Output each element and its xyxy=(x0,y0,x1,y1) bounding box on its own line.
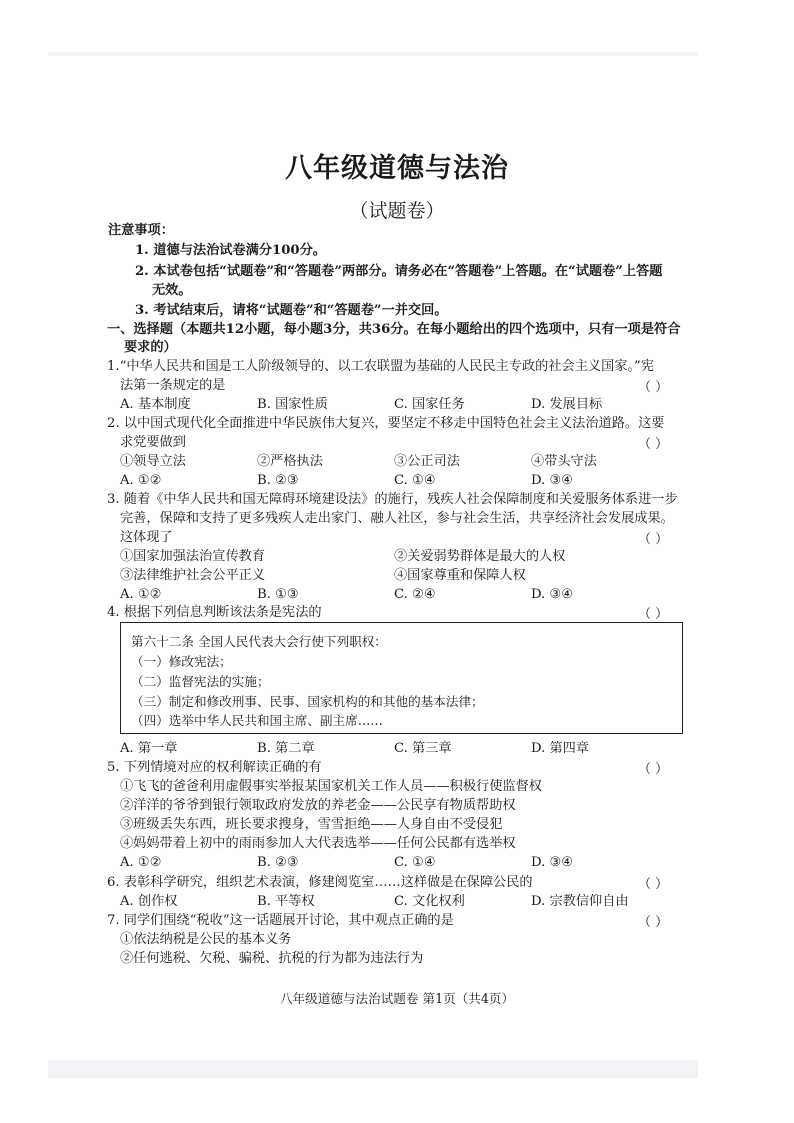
q2-item-3: ③公正司法 xyxy=(394,454,460,469)
notice-item-2: 2. 本试卷包括“试题卷”和“答题卷”两部分。请务必在“答题卷”上答题。在“试题卷”上答题 xyxy=(135,264,663,279)
q5-stem: 5. 下列情境对应的权利解读正确的有 xyxy=(107,760,322,775)
q3-item-2: ②关爱弱势群体是最大的人权 xyxy=(394,549,566,564)
q7-answer-paren: （ ） xyxy=(638,915,669,930)
q1-option-d: D. 发展目标 xyxy=(531,397,603,412)
q3-option-b: B. ①③ xyxy=(257,587,299,602)
q1-option-c: C. 国家任务 xyxy=(394,397,465,412)
q6-option-a: A. 创作权 xyxy=(120,894,178,909)
q5-option-b: B. ②③ xyxy=(257,855,299,870)
q6-stem: 6. 表彰科学研究，组织艺术表演，修建阅览室……这样做是在保障公民的 xyxy=(107,875,533,890)
q1-stem: 1.“中华人民共和国是工人阶级领导的、以工农联盟为基础的人民民主专政的社会主义国家。”宪 xyxy=(107,359,654,374)
q3-item-1: ①国家加强法治宣传教育 xyxy=(120,549,266,564)
q5-item-1: ①飞飞的爸爸利用虚假事实举报某国家机关工作人员——积极行使监督权 xyxy=(120,779,542,794)
q6-option-b: B. 平等权 xyxy=(257,894,315,909)
section-1-heading: 一、选择题（本题共12小题，每小题3分，共36分。在每小题给出的四个选项中，只有一项是符合 xyxy=(107,322,681,337)
q6-option-d: D. 宗教信仰自由 xyxy=(531,894,629,909)
q3-option-a: A. ①② xyxy=(120,587,162,602)
q5-option-a: A. ①② xyxy=(120,855,162,870)
q6-answer-paren: （ ） xyxy=(638,877,669,892)
q2-item-2: ②严格执法 xyxy=(257,454,323,469)
q1-stem-cont: 法第一条规定的是 xyxy=(120,378,226,393)
q4-excerpt-line-1: 第六十二条 全国人民代表大会行使下列职权： xyxy=(131,634,387,649)
q4-option-d: D. 第四章 xyxy=(531,741,590,756)
q2-option-a: A. ①② xyxy=(120,473,162,488)
q4-option-b: B. 第二章 xyxy=(257,741,315,756)
q2-option-c: C. ①④ xyxy=(394,473,436,488)
q5-option-d: D. ③④ xyxy=(531,855,574,870)
q4-excerpt-line-5: （四）选举中华人民共和国主席、副主席…… xyxy=(131,713,383,728)
page-subtitle: （试题卷） xyxy=(349,200,445,222)
notice-item-3: 3. 考试结束后，请将“试题卷”和“答题卷”一并交回。 xyxy=(135,303,448,318)
q5-item-3: ③班级丢失东西，班长要求搜身，雪雪拒绝——人身自由不受侵犯 xyxy=(120,817,503,832)
q3-option-d: D. ③④ xyxy=(531,587,574,602)
q1-option-b: B. 国家性质 xyxy=(257,397,328,412)
q4-stem: 4. 根据下列信息判断该法条是宪法的 xyxy=(107,605,322,620)
q4-excerpt-line-2: （一）修改宪法； xyxy=(131,654,232,669)
q7-item-1: ①依法纳税是公民的基本义务 xyxy=(120,932,292,947)
q5-answer-paren: （ ） xyxy=(638,762,669,777)
notice-item-2-cont: 无效。 xyxy=(152,283,192,298)
q3-item-4: ④国家尊重和保障人权 xyxy=(394,568,526,583)
page-footer: 八年级道德与法治试题卷 第1页（共4页） xyxy=(279,991,515,1006)
q3-stem-cont-1: 完善，保障和支持了更多残疾人走出家门、融人社区，参与社会生活，共享经济社会发展成果。 xyxy=(120,511,674,526)
q5-item-4: ④妈妈带着上初中的雨雨参加人大代表选举——任何公民都有选举权 xyxy=(120,836,516,851)
q2-option-b: B. ②③ xyxy=(257,473,299,488)
q4-excerpt-line-4: （三）制定和修改刑事、民事、国家机构的和其他的基本法律； xyxy=(131,694,484,709)
q2-answer-paren: （ ） xyxy=(638,437,669,452)
q2-item-4: ④带头守法 xyxy=(531,454,597,469)
q2-stem-cont: 求党要做到 xyxy=(120,435,186,450)
q3-stem-cont-2: 这体现了 xyxy=(120,530,173,545)
q3-answer-paren: （ ） xyxy=(638,532,669,547)
q3-stem: 3. 随着《中华人民共和国无障碍环境建设法》的施行，残疾人社会保障制度和关爱服务体系进一步 xyxy=(107,492,678,507)
q3-item-3: ③法律维护社会公平正义 xyxy=(120,568,266,583)
q2-item-1: ①领导立法 xyxy=(120,454,186,469)
q5-item-2: ②洋洋的爷爷到银行领取政府发放的养老金——公民享有物质帮助权 xyxy=(120,798,516,813)
q7-stem: 7. 同学们围绕“税收”这一话题展开讨论，其中观点正确的是 xyxy=(107,913,454,928)
section-1-heading-cont: 要求的） xyxy=(124,340,177,355)
q4-excerpt-box xyxy=(120,622,683,734)
q1-answer-paren: （ ） xyxy=(638,380,669,395)
q7-item-2: ②任何逃税、欠税、骗税、抗税的行为都为违法行为 xyxy=(120,951,424,966)
q3-option-c: C. ②④ xyxy=(394,587,436,602)
q1-option-a: A. 基本制度 xyxy=(120,397,191,412)
q4-excerpt-line-3: （二）监督宪法的实施； xyxy=(131,674,270,689)
notice-item-1: 1. 道德与法治试卷满分100分。 xyxy=(135,243,326,258)
q4-answer-paren: （ ） xyxy=(638,607,669,622)
notice-heading: 注意事项： xyxy=(108,223,174,238)
q4-option-a: A. 第一章 xyxy=(120,741,178,756)
q2-stem: 2. 以中国式现代化全面推进中华民族伟大复兴，要坚定不移走中国特色社会主义法治道路。这要 xyxy=(107,416,665,431)
q2-option-d: D. ③④ xyxy=(531,473,574,488)
q4-option-c: C. 第三章 xyxy=(394,741,452,756)
q6-option-c: C. 文化权利 xyxy=(394,894,465,909)
page-title: 八年级道德与法治 xyxy=(285,153,509,184)
q5-option-c: C. ①④ xyxy=(394,855,436,870)
